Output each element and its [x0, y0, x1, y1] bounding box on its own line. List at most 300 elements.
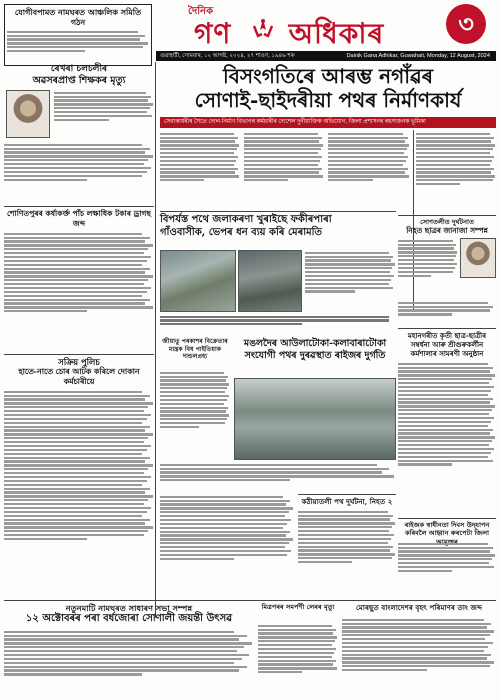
- text-line: [328, 160, 406, 162]
- text-line: [160, 511, 289, 513]
- text-line: [4, 642, 252, 644]
- text-line: [328, 152, 404, 154]
- text-line: [398, 456, 488, 458]
- text-line: [328, 171, 405, 173]
- text-line: [4, 526, 153, 528]
- text-line: [398, 429, 493, 431]
- text-line: [398, 440, 492, 442]
- text-line: [416, 137, 494, 139]
- text-line: [398, 309, 490, 311]
- drug-seizure-headline: শোণিতপুৰৰ কৰ্ষাকৰ্ক্ত পাঁচ লক্ষাধিক টকাৰ ড্ৰাগছ জব্দ: [6, 209, 152, 228]
- text-line: [160, 546, 285, 548]
- text-line: [160, 395, 229, 397]
- text-line: [4, 302, 145, 304]
- text-line: [7, 38, 140, 40]
- text-line: [416, 133, 490, 135]
- text-line: [4, 306, 153, 308]
- text-line: [4, 252, 144, 254]
- text-line: [54, 115, 152, 117]
- text-line: [416, 183, 460, 185]
- text-line: [416, 160, 492, 162]
- text-line: [398, 543, 488, 545]
- middle-lower-text: [160, 494, 294, 590]
- text-line: [4, 453, 142, 455]
- text-line: [4, 275, 153, 277]
- text-line: [160, 538, 293, 540]
- text-line: [4, 310, 87, 312]
- text-line: [4, 426, 150, 428]
- text-line: [54, 99, 148, 101]
- bottom-headline: ১২ অক্টোবৰৰ পৰা বৰ্ধজোৰা সোণালী জয়ন্তী উৎসৱ: [25, 613, 233, 624]
- text-line: [305, 275, 394, 277]
- text-line: [160, 168, 238, 170]
- brand-left: গণ: [194, 17, 232, 50]
- text-line: [398, 382, 489, 384]
- date-line-right: Dainik Gana Adhikar, Guwahati, Monday, 12 August, 2024: [346, 53, 490, 59]
- text-line: [4, 460, 145, 462]
- text-line: [4, 151, 145, 153]
- text-line: [298, 515, 393, 517]
- text-line: [398, 558, 492, 560]
- text-line: [398, 244, 456, 246]
- main-headline-block: [160, 64, 496, 112]
- text-line: [244, 160, 320, 162]
- text-line: [4, 171, 147, 173]
- text-line: [4, 654, 249, 656]
- text-line: [54, 119, 109, 121]
- book-text: [258, 623, 338, 697]
- flood-headline-2: গাঁওবাসীক, ভেপৰ ধন ব্যয় কৰি মেৰামতি: [160, 227, 323, 238]
- road-headline-2: সংযোগী পথৰ দুৰৱস্থাত ৰাইজৰ দুৰ্গতি: [244, 350, 386, 361]
- text-line: [398, 363, 488, 365]
- text-line: [4, 658, 242, 660]
- text-line: [398, 554, 495, 556]
- text-line: [4, 244, 153, 246]
- text-line: [160, 175, 239, 177]
- text-line: [258, 660, 336, 662]
- text-line: [4, 499, 148, 501]
- text-line: [305, 263, 395, 265]
- text-line: [160, 464, 377, 466]
- text-line: [298, 522, 395, 524]
- text-line: [398, 398, 493, 400]
- text-line: [160, 496, 283, 498]
- text-line: [160, 164, 234, 166]
- text-line: [160, 471, 382, 473]
- text-line: [4, 163, 144, 165]
- text-line: [416, 168, 494, 170]
- text-line: [258, 636, 337, 638]
- text-line: [298, 542, 388, 544]
- text-line: [160, 144, 239, 146]
- student-funeral-story: [398, 215, 496, 325]
- bottom-lead-story: [4, 603, 254, 697]
- hands-logo-icon: [248, 16, 278, 42]
- text-line: [4, 179, 87, 181]
- text-line: [4, 673, 142, 675]
- text-line: [258, 632, 333, 634]
- text-line: [160, 542, 289, 544]
- text-line: [258, 625, 332, 627]
- masthead-daily: দৈনিক: [188, 6, 214, 17]
- text-line: [342, 630, 494, 632]
- text-line: [342, 623, 491, 625]
- text-line: [398, 463, 452, 465]
- column-divider: [155, 62, 156, 618]
- text-line: [398, 275, 431, 277]
- text-line: [398, 562, 489, 564]
- text-line: [7, 42, 148, 44]
- text-line: [4, 491, 145, 493]
- text-line: [398, 302, 488, 304]
- small-news-story: [160, 338, 230, 458]
- text-line: [160, 399, 227, 401]
- obituary-kicker: ৰেখৰা চলচলীৰ: [50, 64, 108, 74]
- text-line: [4, 650, 237, 652]
- text-line: [416, 152, 490, 154]
- text-line: [4, 410, 144, 412]
- text-line: [328, 168, 408, 170]
- bottom-kicker: নতুনমাটি নামঘৰত সাধাৰণ সভা সম্পন্ন: [65, 603, 193, 613]
- text-line: [4, 666, 247, 668]
- text-line: [4, 519, 150, 521]
- text-line: [4, 418, 147, 420]
- text-line: [398, 417, 494, 419]
- text-line: [7, 50, 85, 52]
- text-line: [160, 140, 235, 142]
- text-line: [160, 475, 394, 477]
- text-line: [342, 657, 487, 659]
- text-line: [4, 155, 153, 157]
- text-line: [160, 410, 226, 412]
- student-funeral-headline: নিহত ছাত্ৰৰ জানাজা সম্পন্ন: [406, 226, 488, 236]
- text-line: [4, 271, 145, 273]
- text-line: [328, 137, 408, 139]
- flood-text: [305, 250, 396, 312]
- flood-headline-1: বিপৰ্যস্ত পথে জলাকৰণা খুৰাইছে ফকীৰপাৰা: [160, 214, 332, 225]
- text-line: [160, 376, 228, 378]
- text-line: [398, 267, 455, 269]
- text-line: [398, 444, 489, 446]
- text-line: [4, 646, 244, 648]
- text-line: [298, 530, 389, 532]
- text-line: [4, 429, 145, 431]
- text-line: [298, 561, 352, 563]
- text-line: [258, 629, 336, 631]
- text-line: [298, 518, 390, 520]
- text-line: [160, 503, 286, 505]
- text-line: [4, 507, 151, 509]
- text-line: [328, 133, 403, 135]
- text-line: [4, 167, 151, 169]
- text-line: [160, 554, 287, 556]
- text-line: [160, 507, 293, 509]
- text-line: [4, 240, 145, 242]
- date-line: [156, 51, 496, 61]
- flood-photo-1: [160, 250, 236, 312]
- text-line: [342, 634, 490, 636]
- student-funeral-text-a: [398, 238, 458, 298]
- text-line: [4, 395, 150, 397]
- text-line: [160, 531, 290, 533]
- text-line: [4, 268, 150, 270]
- bottom-lead-text: [4, 629, 254, 697]
- text-line: [244, 164, 318, 166]
- text-line: [4, 530, 148, 532]
- text-line: [305, 279, 391, 281]
- text-line: [4, 441, 144, 443]
- text-line: [7, 35, 145, 37]
- text-line: [416, 171, 491, 173]
- theft-kicker: সক্ৰিয় পুলিচ: [58, 357, 100, 367]
- obituary-portrait: [6, 90, 50, 138]
- text-line: [305, 259, 391, 261]
- main-headline-line-1: বিসংগতিৰে আৰম্ভ নগাঁৱৰ: [223, 64, 433, 88]
- text-line: [4, 391, 142, 393]
- text-line: [4, 638, 239, 640]
- main-headline-line-2: সোণাই-ছাইদৰীয়া পথৰ নিৰ্মাণকাৰ্য: [194, 88, 462, 112]
- text-line: [244, 175, 323, 177]
- text-line: [398, 306, 493, 308]
- text-line: [298, 553, 395, 555]
- text-line: [4, 414, 151, 416]
- text-line: [4, 511, 147, 513]
- text-line: [160, 148, 237, 150]
- text-line: [7, 31, 138, 33]
- text-line: [4, 631, 234, 633]
- flood-photo-caption: [160, 314, 396, 334]
- text-line: [398, 386, 494, 388]
- text-line: [305, 267, 392, 269]
- obituary-text-a: [54, 90, 154, 138]
- text-line: [342, 669, 427, 671]
- caption-line: [160, 316, 389, 318]
- road-flood-photo: [234, 378, 396, 460]
- text-line: [4, 503, 144, 505]
- text-line: [4, 175, 142, 177]
- text-line: [342, 626, 487, 628]
- text-line: [258, 656, 332, 658]
- top-left-headline: যোগীবপামত নামঘৰত আঞ্চলিক সমিতি গঠন: [14, 7, 142, 27]
- right-top-text: [416, 131, 496, 213]
- text-line: [160, 515, 285, 517]
- text-line: [54, 107, 150, 109]
- text-line: [416, 156, 494, 158]
- text-line: [328, 144, 409, 146]
- text-line: [244, 137, 322, 139]
- main-story-text-col-1: [160, 131, 240, 209]
- text-line: [4, 148, 150, 150]
- text-line: [4, 260, 147, 262]
- road-headline-block: [234, 338, 396, 378]
- felicitation-headline-2: সম্বৰ্ধনা আৰু শ্ৰীগুৰুকৰ্লীন: [410, 340, 484, 349]
- text-line: [160, 414, 229, 416]
- text-line: [160, 519, 291, 521]
- small-news-text: [160, 370, 230, 458]
- text-line: [258, 648, 336, 650]
- text-line: [160, 160, 236, 162]
- text-line: [160, 426, 199, 428]
- obituary-headline: অৱসৰপ্ৰাপ্ত শিক্ষকৰ মৃত্যু: [32, 75, 126, 86]
- text-line: [4, 406, 148, 408]
- bottom-rule: [4, 600, 496, 601]
- text-line: [398, 460, 493, 462]
- main-story-text-col-3: [328, 131, 410, 209]
- book-headline: মিত্ৰপৰৰ সমৰ্পণী লেৰৰ মৃত্যু: [261, 603, 335, 611]
- text-line: [4, 398, 145, 400]
- text-line: [398, 374, 495, 376]
- text-line: [160, 550, 291, 552]
- text-line: [4, 445, 151, 447]
- text-line: [398, 401, 490, 403]
- text-line: [342, 654, 491, 656]
- text-line: [4, 287, 151, 289]
- text-line: [160, 500, 290, 502]
- text-line: [160, 403, 224, 405]
- text-line: [4, 669, 239, 671]
- text-line: [305, 287, 393, 289]
- text-line: [305, 252, 389, 254]
- text-line: [398, 271, 453, 273]
- text-line: [416, 148, 493, 150]
- text-line: [342, 661, 494, 663]
- text-line: [398, 259, 454, 261]
- text-line: [416, 179, 493, 181]
- text-line: [4, 457, 150, 459]
- text-line: [398, 452, 491, 454]
- text-line: [398, 570, 452, 572]
- flood-headline-block: [160, 213, 396, 247]
- student-portrait: [460, 238, 496, 278]
- obituary-text-b: [4, 142, 154, 202]
- text-line: [4, 480, 147, 482]
- independence-text: [398, 541, 496, 589]
- caption-line: [160, 323, 302, 325]
- text-line: [305, 256, 393, 258]
- text-line: [160, 137, 238, 139]
- text-line: [258, 667, 337, 669]
- text-line: [4, 662, 234, 664]
- text-line: [398, 566, 494, 568]
- text-line: [160, 418, 227, 420]
- text-line: [160, 171, 235, 173]
- text-line: [328, 140, 405, 142]
- text-line: [305, 271, 390, 273]
- text-line: [398, 421, 491, 423]
- brand-right: অধিকাৰ: [288, 17, 385, 50]
- independence-headline-1: ৰাইজক স্বাধীনতা দিবস উদ্‌যাপন: [404, 521, 490, 529]
- text-line: [160, 152, 234, 154]
- independence-story: [398, 518, 496, 588]
- main-story-text-col-2: [244, 131, 324, 209]
- text-line: [4, 402, 153, 404]
- road-text: [160, 462, 396, 492]
- text-line: [258, 640, 335, 642]
- text-line: [160, 558, 234, 560]
- text-line: [398, 436, 495, 438]
- text-line: [398, 263, 457, 265]
- text-line: [4, 484, 142, 486]
- text-line: [4, 422, 142, 424]
- text-line: [416, 144, 495, 146]
- text-line: [4, 488, 150, 490]
- text-line: [416, 175, 495, 177]
- text-line: [398, 378, 492, 380]
- text-line: [398, 240, 453, 242]
- text-line: [244, 156, 322, 158]
- text-line: [342, 619, 484, 621]
- section-rule: [160, 211, 396, 212]
- text-line: [54, 103, 153, 105]
- text-line: [4, 515, 142, 517]
- theft-text: [4, 389, 154, 609]
- text-line: [328, 148, 407, 150]
- text-line: [244, 140, 319, 142]
- text-line: [160, 523, 287, 525]
- text-line: [54, 96, 151, 98]
- text-line: [4, 237, 150, 239]
- accident-headline: কঠীয়াতলী পথ দুৰ্ঘটনা, নিহত ২: [301, 497, 393, 506]
- text-line: [4, 233, 142, 235]
- text-line: [4, 295, 142, 297]
- text-line: [160, 379, 226, 381]
- road-headline-1: মঙলদৈৰ আউলাটোকা-কলাবাৰাটোকা: [243, 338, 387, 349]
- text-line: [398, 367, 493, 369]
- text-line: [160, 534, 286, 536]
- text-line: [4, 256, 151, 258]
- text-line: [4, 449, 147, 451]
- drug-seizure-story: [4, 206, 154, 351]
- text-line: [244, 152, 318, 154]
- text-line: [398, 247, 454, 249]
- text-line: [160, 479, 290, 481]
- text-line: [416, 140, 491, 142]
- text-line: [4, 495, 153, 497]
- text-line: [298, 534, 394, 536]
- wedding-text: [342, 617, 496, 697]
- text-line: [244, 179, 288, 181]
- text-line: [305, 290, 355, 292]
- text-line: [4, 144, 142, 146]
- text-line: [4, 283, 144, 285]
- independence-headline-2: কৰিবলৈ আহ্বান ৰুৰপেটা জিলা: [404, 529, 490, 538]
- text-line: [160, 387, 227, 389]
- text-line: [258, 663, 333, 665]
- date-line-left: গুৱাহাটী, সোমবাৰ, ১২ আগষ্ট, ২০২৪, ২৭ শাওণ, ১৯৪৬ শক: [160, 53, 295, 59]
- text-line: [342, 642, 493, 644]
- text-line: [160, 407, 228, 409]
- page-number-badge: ৩: [446, 4, 486, 44]
- drug-seizure-text: [4, 231, 154, 351]
- text-line: [398, 413, 489, 415]
- text-line: [244, 168, 322, 170]
- text-line: [244, 171, 319, 173]
- text-line: [160, 422, 225, 424]
- wedding-headline: মোৰছুত বাংলাদেশৰ বৃহৎ পৰিমাণৰ তাং জব্দ: [356, 603, 482, 612]
- text-line: [298, 549, 390, 551]
- text-line: [342, 665, 490, 667]
- student-funeral-text-b: [398, 300, 496, 326]
- text-line: [4, 476, 151, 478]
- text-line: [4, 433, 153, 435]
- accident-story: [298, 494, 396, 590]
- text-line: [4, 522, 145, 524]
- text-line: [298, 538, 391, 540]
- text-line: [4, 534, 144, 536]
- text-line: [298, 557, 392, 559]
- text-line: [398, 313, 452, 315]
- text-line: [328, 164, 403, 166]
